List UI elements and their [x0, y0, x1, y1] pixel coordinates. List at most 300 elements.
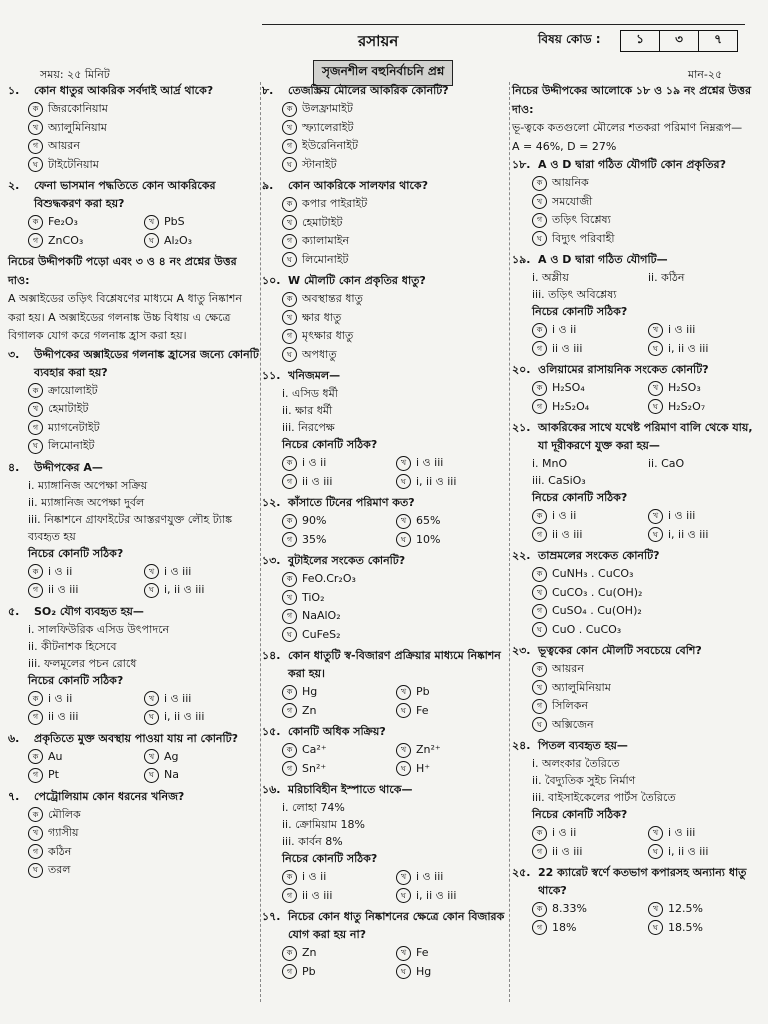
answer-option	[28, 766, 144, 785]
option-marker-circle: খ	[532, 585, 547, 600]
answer-option	[282, 454, 396, 473]
stimulus-text: ভূ-ত্বকে কতগুলো মৌলের শতকরা পরিমাণ নিম্নরূপ—	[512, 121, 743, 134]
question-text: পেট্রোলিয়াম কোন ধরনের খনিজ?	[34, 789, 185, 803]
question-text: তেজস্ক্রিয় মৌলের আকরিক কোনটি?	[288, 84, 449, 97]
question-line	[262, 272, 510, 290]
answer-option	[282, 290, 510, 309]
option-marker-circle: ক	[532, 567, 547, 582]
answer-option	[28, 137, 260, 156]
answer-options	[262, 683, 510, 720]
option-text: 10%	[416, 532, 441, 546]
question-number: ১৫.	[262, 725, 281, 738]
option-text: উলফ্রামাইট	[302, 102, 353, 115]
option-text: ইউরেনিনাইট	[302, 139, 358, 152]
option-marker-circle: গ	[532, 844, 547, 859]
option-text: ক্রায়োলাইট	[48, 383, 98, 397]
option-text: Fe	[416, 703, 429, 717]
answer-option	[532, 507, 648, 526]
option-text: i, ii ও iii	[668, 527, 709, 541]
answer-option	[28, 400, 260, 419]
option-marker-circle: ঘ	[396, 888, 411, 903]
subject-title: রসায়ন	[358, 32, 399, 50]
question-text: W মৌলটি কোন প্রকৃতির ধাতু?	[288, 274, 426, 287]
option-marker-circle: গ	[28, 844, 43, 859]
question-item	[8, 177, 260, 250]
which-correct-prompt: নিচের কোনটি সঠিক?	[282, 852, 378, 865]
question-line	[512, 419, 764, 455]
statement: ii. ক্ষার ধর্মী	[282, 404, 333, 417]
option-marker-circle: ঘ	[28, 863, 43, 878]
answer-option	[282, 137, 510, 156]
answer-option	[648, 321, 764, 340]
question-line	[8, 177, 260, 213]
option-text: Zn	[302, 703, 317, 717]
answer-options	[8, 690, 260, 727]
question-number: ১৭.	[262, 910, 281, 923]
question-text: মরিচাবিহীন ইস্পাতে থাকে—	[288, 783, 413, 796]
answer-options	[262, 944, 510, 981]
option-marker-circle: ঘ	[282, 252, 297, 267]
option-text: ii ও iii	[48, 710, 79, 723]
answer-option	[532, 211, 764, 230]
option-text: i ও ii	[48, 691, 73, 705]
option-text: Al₂O₃	[164, 233, 193, 247]
option-text: অবস্থান্তর ধাতু	[302, 292, 363, 305]
option-text: i ও iii	[668, 509, 696, 522]
option-text: Fe	[416, 946, 429, 959]
answer-options	[512, 379, 764, 416]
option-text: i, ii ও iii	[416, 474, 457, 488]
answer-options	[512, 660, 764, 734]
option-text: জিরকোনিয়াম	[48, 102, 108, 115]
answer-option	[28, 119, 260, 138]
answer-options	[8, 806, 260, 880]
option-text: i ও ii	[302, 456, 327, 469]
answer-option	[282, 214, 510, 233]
answer-option	[28, 690, 144, 709]
question-item	[262, 781, 510, 905]
question-text: আকরিকের সাথে যথেষ্ট পরিমাণ বালি থেকে যায়, যা দূরীকরণে যুক্ত করা হয়—	[538, 421, 753, 452]
column-divider	[260, 82, 261, 1002]
answer-option	[282, 119, 510, 138]
option-marker-circle: খ	[282, 215, 297, 230]
answer-option	[532, 174, 764, 193]
question-text: বুটাইলের সংকেত কোনটি?	[288, 554, 406, 567]
answer-options	[512, 507, 764, 544]
question-text: 22 ক্যারেট স্বর্ণে কতভাগ কপারসহ অন্যান্য ধাতু থাকে?	[538, 866, 747, 897]
option-marker-circle: খ	[532, 194, 547, 209]
option-text: Fe₂O₃	[48, 215, 78, 228]
statement: ii. কঠিন	[648, 271, 685, 284]
answer-option	[144, 213, 260, 232]
answer-option	[144, 581, 260, 600]
option-marker-circle: ঘ	[648, 527, 663, 542]
question-item	[8, 603, 260, 727]
option-marker-circle: খ	[144, 749, 159, 764]
option-marker-circle: ঘ	[144, 233, 159, 248]
answer-option	[282, 887, 396, 906]
question-line	[512, 737, 764, 755]
answer-options	[512, 824, 764, 861]
statement-list	[512, 755, 764, 806]
answer-option	[282, 100, 510, 119]
option-text: মৌলিক	[48, 807, 81, 821]
statement-list	[512, 472, 764, 489]
option-marker-circle: গ	[532, 527, 547, 542]
option-marker-circle: ঘ	[648, 341, 663, 356]
question-number: ১৬.	[262, 783, 281, 796]
option-text: স্টানাইট	[302, 157, 337, 171]
option-marker-circle: ক	[282, 743, 297, 758]
option-text: হেমাটাইট	[302, 215, 343, 229]
answer-option	[28, 708, 144, 727]
answer-option	[532, 679, 764, 698]
option-marker-circle: খ	[282, 590, 297, 605]
answer-options	[512, 900, 764, 937]
question-number: ২৫.	[512, 866, 531, 879]
statement: iii. নিরপেক্ষ	[282, 421, 335, 434]
answer-option	[28, 843, 260, 862]
answer-option	[28, 232, 144, 251]
option-marker-circle: ক	[532, 176, 547, 191]
statement: ii. ম্যাঙ্গানিজ অপেক্ষা দুর্বল	[28, 495, 145, 509]
option-marker-circle: ক	[28, 383, 43, 398]
question-text: তাম্রমলের সংকেত কোনটি?	[538, 549, 660, 562]
option-marker-circle: খ	[144, 691, 159, 706]
option-text: অক্সিজেন	[552, 717, 594, 731]
code-digit: ১	[621, 31, 660, 51]
question-number: ২.	[8, 179, 20, 192]
answer-options	[8, 382, 260, 456]
option-text: ii ও iii	[552, 527, 583, 541]
option-marker-circle: খ	[648, 826, 663, 841]
which-correct-prompt: নিচের কোনটি সঠিক?	[28, 673, 124, 687]
option-text: Pb	[416, 685, 430, 698]
answer-option	[282, 589, 510, 608]
answer-option	[282, 156, 510, 175]
answer-option	[282, 346, 510, 365]
answer-option	[282, 683, 396, 702]
option-text: অ্যালুমিনিয়াম	[552, 680, 611, 694]
answer-options	[262, 512, 510, 549]
answer-option	[396, 683, 510, 702]
option-text: 90%	[302, 514, 327, 527]
option-marker-circle: ঘ	[144, 768, 159, 783]
question-item	[262, 723, 510, 778]
option-text: H₂SO₄	[552, 381, 585, 394]
option-text: CuSO₄ . Cu(OH)₂	[552, 604, 642, 617]
answer-option	[282, 327, 510, 346]
answer-option	[396, 760, 510, 779]
option-marker-circle: ক	[28, 691, 43, 706]
option-text: কপার পাইরাইট	[302, 197, 368, 210]
option-text: সমযোজী	[552, 194, 593, 208]
option-text: তড়িৎ বিশ্লেষ্য	[552, 213, 611, 226]
answer-option	[144, 748, 260, 767]
question-number: ৪.	[8, 460, 20, 474]
option-text: Zn²⁺	[416, 743, 441, 756]
answer-option	[532, 379, 648, 398]
column-middle	[262, 82, 510, 984]
subject-code-boxes	[620, 30, 738, 52]
question-line	[512, 361, 764, 379]
option-marker-circle: খ	[28, 402, 43, 417]
which-correct-prompt: নিচের কোনটি সঠিক?	[532, 808, 628, 821]
option-marker-circle: খ	[648, 381, 663, 396]
option-text: Pb	[302, 964, 316, 978]
answer-option	[532, 193, 764, 212]
option-text: ii ও iii	[552, 844, 583, 858]
statement: i. অলংকার তৈরিতে	[532, 757, 620, 770]
answer-option	[28, 100, 260, 119]
answer-option	[532, 565, 764, 584]
option-marker-circle: খ	[396, 743, 411, 758]
answer-option	[282, 702, 396, 721]
subject-code-label: বিষয় কোড :	[538, 32, 601, 46]
option-text: CuO . CuCO₃	[552, 622, 622, 636]
answer-option	[28, 806, 260, 825]
answer-option	[532, 602, 764, 621]
question-line	[262, 781, 510, 799]
option-marker-circle: গ	[28, 768, 43, 783]
option-marker-circle: ঘ	[532, 717, 547, 732]
answer-option	[532, 321, 648, 340]
answer-option	[282, 251, 510, 270]
option-marker-circle: ঘ	[648, 399, 663, 414]
question-line	[512, 642, 764, 660]
option-marker-circle: ঘ	[396, 474, 411, 489]
answer-option	[28, 581, 144, 600]
question-line	[262, 177, 510, 195]
statement: iii. CaSiO₃	[532, 474, 586, 487]
question-line	[512, 156, 764, 174]
question-number: ২২.	[512, 549, 531, 562]
which-correct-prompt: নিচের কোনটি সঠিক?	[282, 438, 378, 451]
question-text: কোনটি অধিক সক্রিয়?	[288, 725, 386, 738]
answer-option	[282, 607, 510, 626]
stimulus-text: A অক্সাইডের তড়িৎ বিশ্লেষণের মাধ্যমে A ধাতু নিষ্কাশন করা হয়। A অক্সাইডের গলনাঙ্ক উচ্চ বিধায় এ ক্ষেত্রে বিগালক যোগ করে গলনাঙ্ক হ্রাস করা হয়।	[8, 292, 242, 342]
answer-option	[28, 824, 260, 843]
question-number: ১৪.	[262, 649, 281, 662]
option-marker-circle: খ	[144, 564, 159, 579]
option-marker-circle: ক	[532, 662, 547, 677]
question-text: ফেনা ভাসমান পদ্ধতিতে কোন আকরিকের বিশুদ্ধকরণ করা হয়?	[34, 179, 216, 210]
option-marker-circle: ঘ	[396, 761, 411, 776]
answer-option	[396, 741, 510, 760]
option-text: কঠিন	[48, 844, 72, 858]
answer-option	[396, 454, 510, 473]
question-item	[512, 547, 764, 639]
statement: iii. নিষ্কাশনে গ্রাফাইটের আস্তরণযুক্ত লৌহ ট্যাঙ্ক ব্যবহৃত হয়	[28, 512, 233, 543]
answer-option	[396, 868, 510, 887]
question-item	[8, 82, 260, 174]
option-marker-circle: ক	[28, 564, 43, 579]
question-text: SO₂ যৌগ ব্যবহৃত হয়—	[34, 604, 144, 618]
question-text: কোন ধাতুর আকরিক সর্বদাই আর্দ্র থাকে?	[34, 84, 214, 97]
option-text: লিমোনাইট	[48, 439, 95, 452]
question-number: ১৩.	[262, 554, 281, 567]
question-item	[512, 419, 764, 544]
question-text: কাঁসাতে টিনের পরিমাণ কত?	[288, 496, 415, 509]
question-text: উদ্দীপকের অক্সাইডের গলনাঙ্ক হ্রাসের জন্যে কোনটি ব্যবহার করা হয়?	[34, 347, 259, 379]
option-marker-circle: খ	[532, 680, 547, 695]
option-marker-circle: গ	[282, 532, 297, 547]
option-marker-circle: খ	[28, 120, 43, 135]
answer-option	[396, 473, 510, 492]
option-text: আয়নিক	[552, 176, 589, 189]
option-marker-circle: খ	[396, 456, 411, 471]
total-marks: মান-২৫	[688, 68, 723, 81]
question-number: ২৪.	[512, 739, 531, 752]
question-item	[8, 346, 260, 456]
answer-option	[144, 690, 260, 709]
option-marker-circle: ঘ	[396, 703, 411, 718]
answer-options	[512, 565, 764, 639]
question-number: ১০.	[262, 274, 281, 287]
statement-row	[512, 269, 764, 286]
option-marker-circle: খ	[282, 120, 297, 135]
answer-option	[282, 570, 510, 589]
option-text: লিমোনাইট	[302, 252, 349, 266]
answer-option	[396, 512, 510, 531]
option-text: Ag	[164, 749, 179, 763]
option-marker-circle: গ	[282, 761, 297, 776]
question-text: নিচের কোন ধাতু নিষ্কাশনের ক্ষেত্রে কোন বিজারক যোগ করা হয় না?	[288, 910, 505, 941]
option-marker-circle: ঘ	[532, 622, 547, 637]
question-line	[262, 367, 510, 385]
question-item	[512, 361, 764, 416]
statement-list	[8, 477, 260, 545]
option-marker-circle: ক	[532, 509, 547, 524]
option-text: Au	[48, 749, 63, 763]
option-text: i ও iii	[416, 456, 444, 469]
question-number: ৭.	[8, 789, 20, 803]
statement: i. সালফিউরিক এসিড উৎপাদনে	[28, 622, 170, 636]
option-marker-circle: ক	[532, 826, 547, 841]
answer-options	[262, 290, 510, 364]
option-marker-circle: ক	[282, 685, 297, 700]
option-text: i, ii ও iii	[668, 341, 709, 355]
option-marker-circle: গ	[282, 329, 297, 344]
option-text: Pt	[48, 768, 59, 781]
question-number: ১৮.	[512, 158, 531, 171]
option-text: ii ও iii	[302, 474, 333, 488]
option-marker-circle: ক	[532, 381, 547, 396]
answer-option	[282, 626, 510, 645]
option-text: অপধাতু	[302, 347, 337, 361]
which-correct-prompt: নিচের কোনটি সঠিক?	[532, 491, 628, 504]
option-marker-circle: ঘ	[532, 231, 547, 246]
question-text: প্রকৃতিতে মুক্ত অবস্থায় পাওয়া যায় না কোনটি?	[34, 731, 238, 745]
option-text: সিলিকন	[552, 699, 589, 712]
statement-list	[262, 799, 510, 850]
option-marker-circle: গ	[28, 710, 43, 725]
question-line	[262, 908, 510, 944]
option-text: Hg	[302, 685, 318, 698]
question-number: ৬.	[8, 731, 20, 745]
statement-row	[512, 455, 764, 472]
option-marker-circle: ক	[28, 215, 43, 230]
question-line	[262, 552, 510, 570]
answer-option	[532, 716, 764, 735]
option-marker-circle: গ	[28, 583, 43, 598]
statement: iii. কার্বন 8%	[282, 835, 343, 848]
option-text: Zn	[302, 946, 317, 959]
statement: i. MnO	[532, 457, 568, 470]
option-text: বিদ্যুৎ পরিবাহী	[552, 231, 615, 245]
option-marker-circle: গ	[282, 964, 297, 979]
answer-option	[648, 919, 764, 938]
option-text: স্ফ্যালেরাইট	[302, 120, 354, 134]
question-item	[512, 251, 764, 358]
option-marker-circle: গ	[282, 234, 297, 249]
which-correct-prompt: নিচের কোনটি সঠিক?	[28, 546, 124, 560]
question-item	[8, 730, 260, 785]
question-item	[262, 367, 510, 491]
option-marker-circle: ঘ	[144, 710, 159, 725]
option-marker-circle: ক	[282, 292, 297, 307]
answer-option	[532, 230, 764, 249]
answer-option	[396, 887, 510, 906]
question-text: খনিজমল—	[288, 369, 341, 382]
statement: i. এসিড ধর্মী	[282, 387, 338, 400]
option-text: H₂S₂O₄	[552, 399, 590, 413]
question-number: ১.	[8, 84, 20, 97]
answer-option	[282, 309, 510, 328]
option-text: H₂S₂O₇	[668, 399, 706, 413]
answer-option	[532, 526, 648, 545]
answer-option	[144, 563, 260, 582]
answer-option	[648, 340, 764, 359]
answer-option	[648, 843, 764, 862]
statement: ii. CaO	[648, 457, 685, 470]
option-marker-circle: ক	[28, 807, 43, 822]
answer-option	[532, 843, 648, 862]
question-item	[8, 788, 260, 880]
option-marker-circle: ক	[28, 749, 43, 764]
question-text: A ও D দ্বারা গঠিত যৌগটি—	[538, 253, 668, 266]
answer-option	[396, 702, 510, 721]
option-text: i, ii ও iii	[416, 888, 457, 902]
column-right	[512, 82, 764, 940]
option-marker-circle: ক	[282, 456, 297, 471]
answer-option	[532, 900, 648, 919]
statement: iii. তড়িৎ অবিশ্লেষ্য	[532, 288, 617, 301]
option-text: ii ও iii	[302, 888, 333, 902]
option-text: i ও iii	[668, 826, 696, 839]
answer-options	[8, 748, 260, 785]
option-text: i ও iii	[164, 691, 192, 705]
option-text: আয়রন	[48, 139, 80, 152]
question-text: কোন আকরিকে সালফার থাকে?	[288, 179, 428, 192]
option-marker-circle: ঘ	[648, 920, 663, 935]
option-marker-circle: খ	[396, 946, 411, 961]
option-marker-circle: গ	[282, 888, 297, 903]
answer-options	[8, 213, 260, 250]
option-marker-circle: ঘ	[282, 157, 297, 172]
question-line	[262, 647, 510, 683]
question-line	[8, 730, 260, 748]
option-marker-circle: গ	[532, 341, 547, 356]
question-item	[262, 647, 510, 720]
statement: iii. বাইসাইকেলের পার্টস তৈরিতে	[532, 791, 676, 804]
question-number: ২০.	[512, 363, 531, 376]
question-line	[262, 494, 510, 512]
option-text: Hg	[416, 964, 432, 978]
option-text: ক্ষার ধাতু	[302, 310, 342, 324]
statement: ii. ক্রোমিয়াম 18%	[282, 818, 365, 831]
option-marker-circle: ক	[282, 514, 297, 529]
